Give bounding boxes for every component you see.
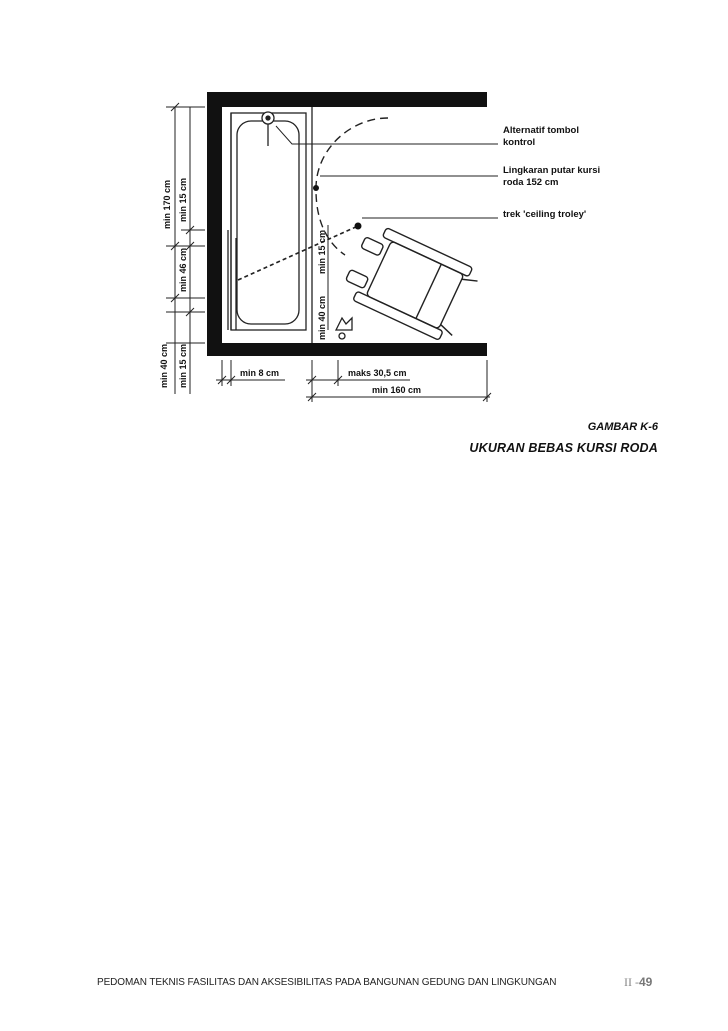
page-number xyxy=(624,975,652,990)
dim-min-15-mid: min 15 cm xyxy=(317,229,327,274)
control-button-icon xyxy=(336,318,352,339)
label-ceiling-track: trek 'ceiling troley' xyxy=(503,209,587,220)
wheelchair xyxy=(339,221,482,344)
dim-min-15-bottom: min 15 cm xyxy=(178,343,188,388)
ceiling-track xyxy=(238,223,362,281)
left-dimension-labels xyxy=(159,178,188,388)
dim-min-15-top: min 15 cm xyxy=(178,177,188,222)
figure-title: UKURAN BEBAS KURSI RODA xyxy=(469,441,658,455)
leader-lines xyxy=(276,126,498,218)
dim-min-46: min 46 cm xyxy=(178,247,188,292)
dim-min-160: min 160 cm xyxy=(372,385,422,395)
page-value: 49 xyxy=(639,975,653,989)
figure-number: GAMBAR K-6 xyxy=(587,421,658,433)
bottom-dimension-lines xyxy=(216,360,491,402)
label-control-alt-line1: Alternatif tombol xyxy=(503,125,579,136)
footer-title: PEDOMAN TEKNIS FASILITAS DAN AKSESIBILITAS PADA BANGUNAN GEDUNG DAN LINGKUNGAN xyxy=(97,977,557,988)
wheelchair-clearance-diagram xyxy=(0,0,728,420)
page-section: II - xyxy=(624,975,639,989)
inner-dimension-labels xyxy=(317,225,328,340)
bottom-dimension-labels xyxy=(240,368,421,395)
dim-min-8: min 8 cm xyxy=(240,368,280,378)
dim-min-40: min 40 cm xyxy=(159,343,169,388)
dim-min-170: min 170 cm xyxy=(162,179,172,229)
dim-min-40-mid: min 40 cm xyxy=(317,295,327,340)
label-control-alt-line2: kontrol xyxy=(503,137,536,148)
label-turning-circle-line2: roda 152 cm xyxy=(503,177,559,188)
label-turning-circle-line1: Lingkaran putar kursi xyxy=(503,165,601,176)
callout-labels xyxy=(503,125,600,220)
bathtub xyxy=(228,107,312,343)
dim-maks-30-5: maks 30,5 cm xyxy=(348,368,407,378)
